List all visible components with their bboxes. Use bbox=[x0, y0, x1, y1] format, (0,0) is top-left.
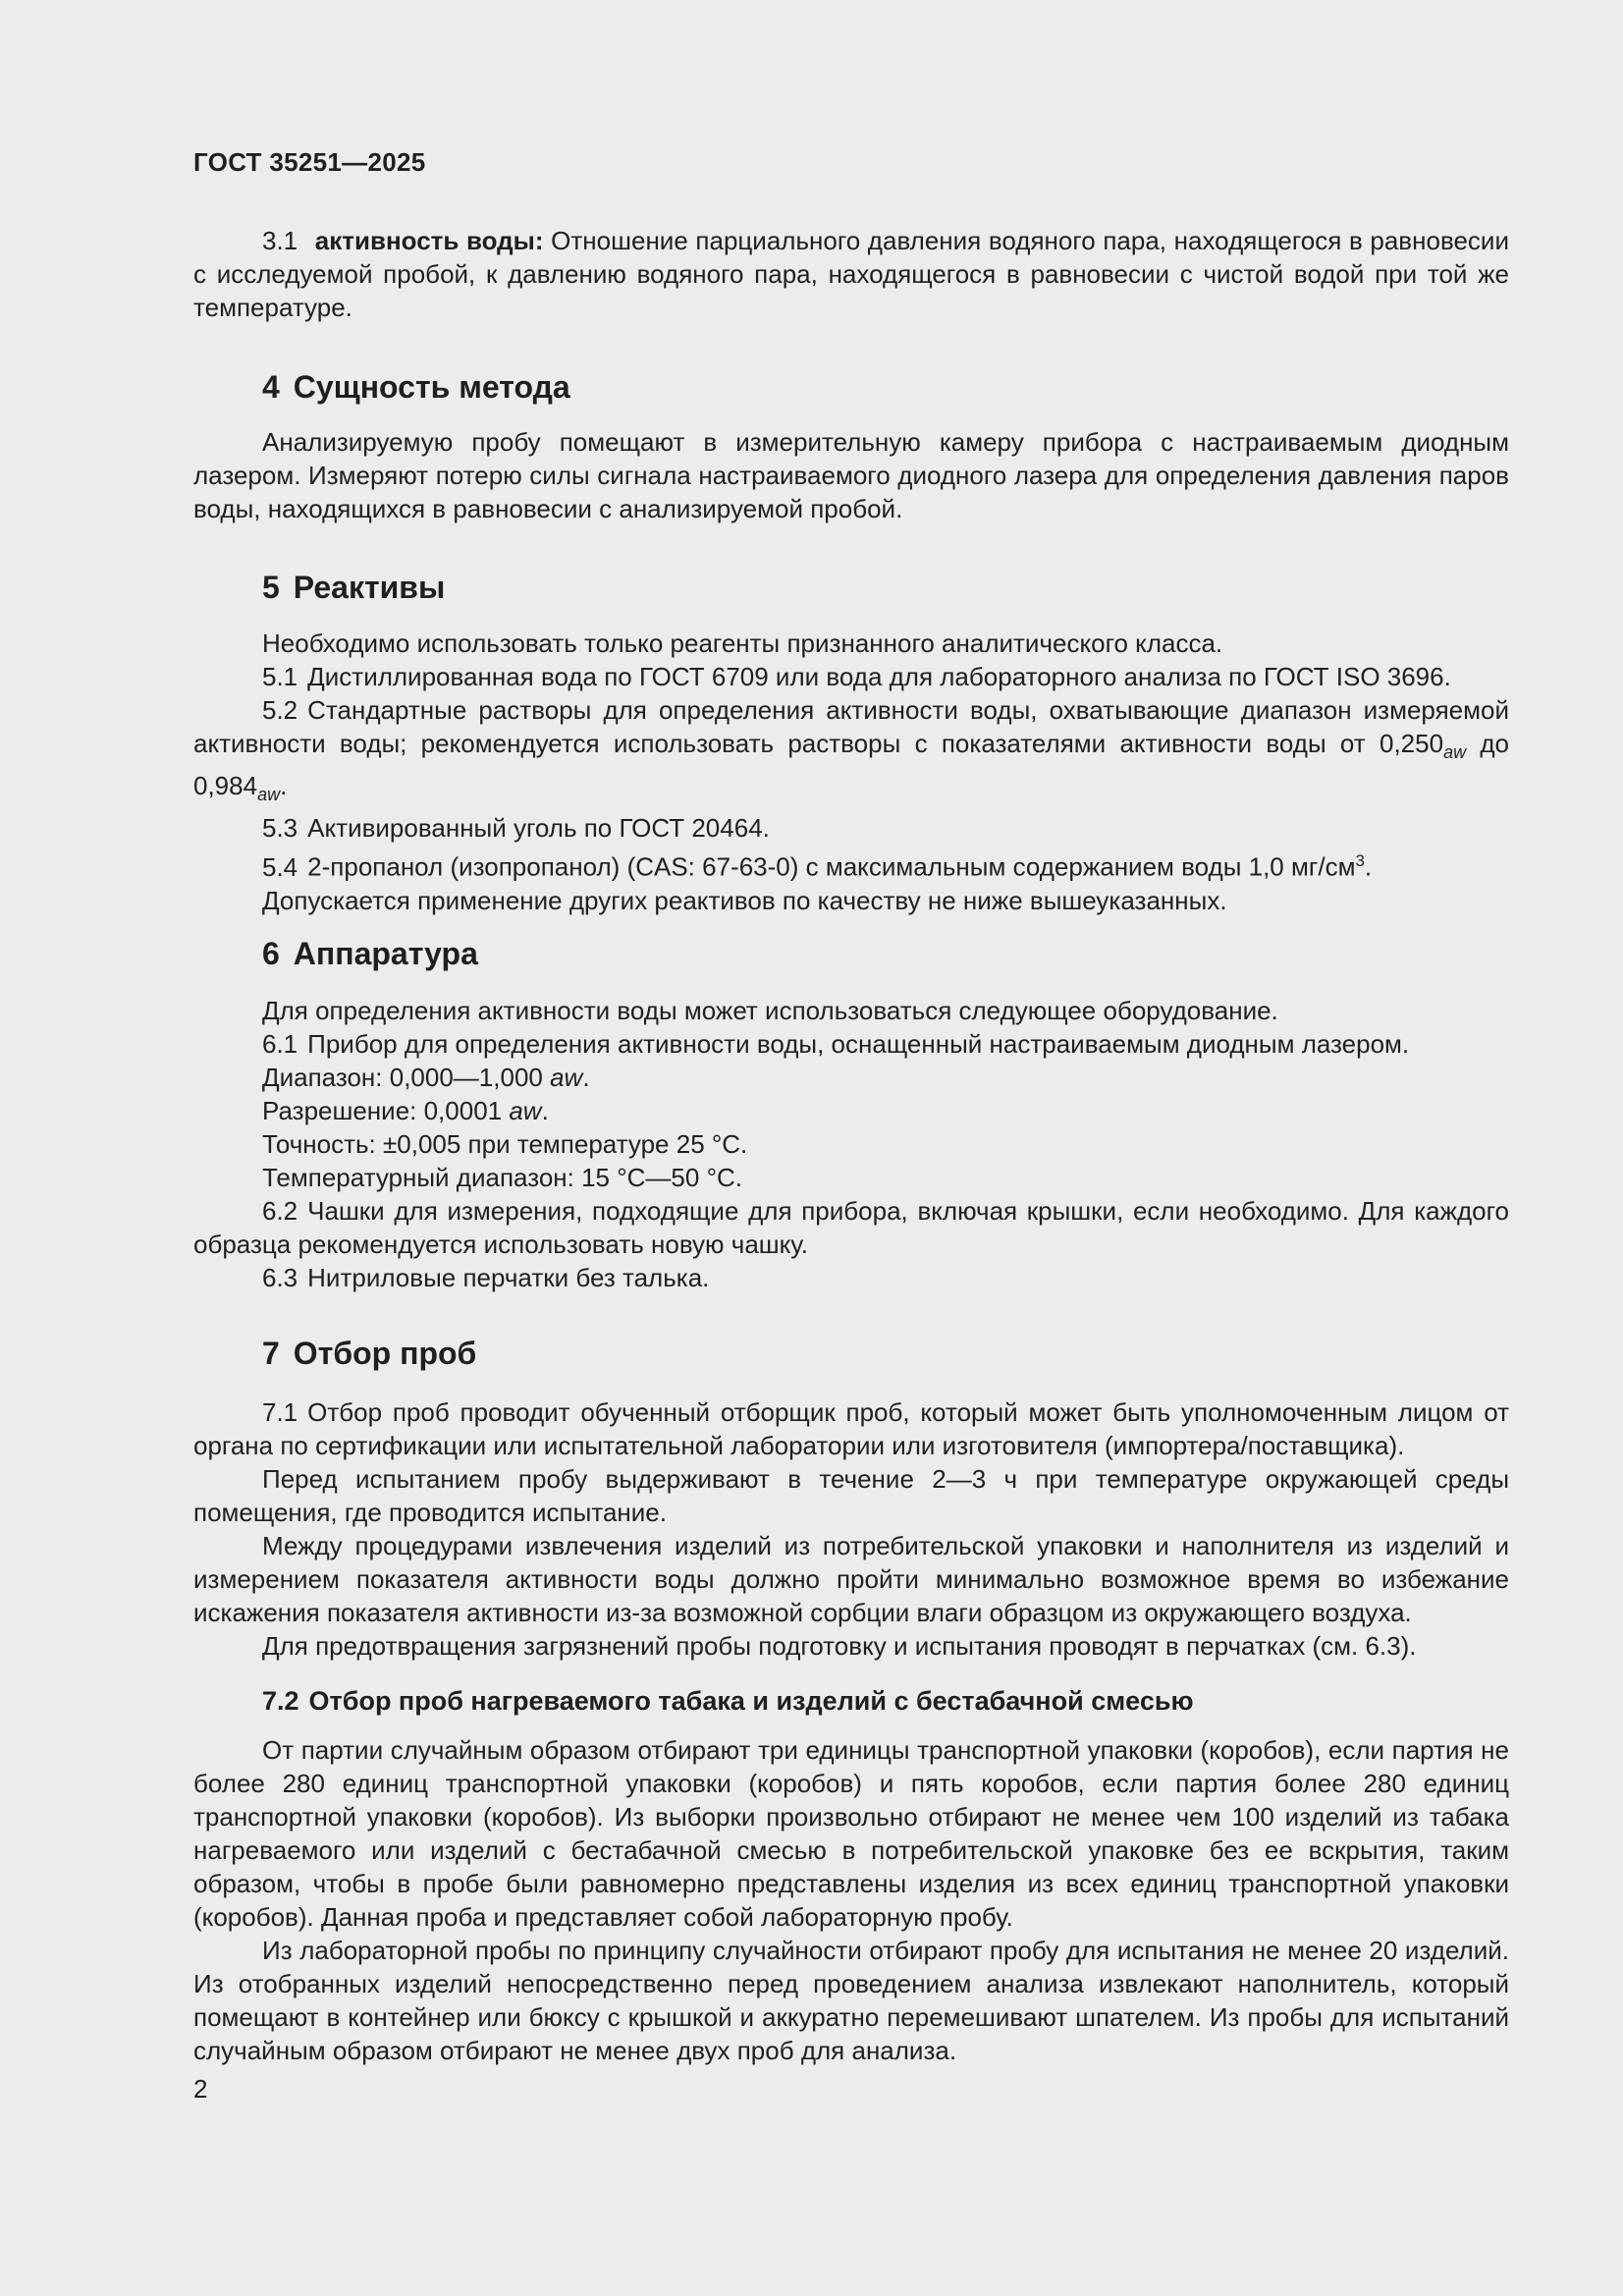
spec-text: Диапазон: 0,000—1,000 bbox=[262, 1063, 551, 1092]
section-title: Сущность метода bbox=[293, 369, 570, 405]
item-6-2 bbox=[193, 1194, 1509, 1261]
item-text: Чашки для измерения, подходящие для прибора, включая крышки, если необходимо. Для каждого образца рекомендуется использовать новую чашку. bbox=[193, 1196, 1509, 1259]
section-4-text bbox=[193, 425, 1509, 525]
item-5-1 bbox=[193, 660, 1509, 693]
item-number: 7.2 bbox=[262, 1686, 299, 1716]
section-5-heading bbox=[193, 568, 1509, 607]
section-title: Аппаратура bbox=[293, 936, 478, 971]
section-number: 4 bbox=[262, 369, 280, 405]
paragraph: Для определения активности воды может использоваться следующее оборудование. bbox=[262, 996, 1278, 1025]
item-number: 5.1 bbox=[262, 662, 298, 691]
unit-subscript: aw bbox=[257, 785, 281, 805]
section-number: 7 bbox=[262, 1336, 280, 1371]
item-text: Прибор для определения активности воды, оснащенный настраиваемым диодным лазером. bbox=[307, 1029, 1410, 1059]
subsection-7-2-content bbox=[193, 1733, 1509, 2067]
paragraph: Допускается применение других реактивов по качеству не ниже вышеуказанных. bbox=[262, 886, 1227, 916]
item-number: 6.2 bbox=[262, 1196, 298, 1226]
spec-text: . bbox=[582, 1063, 590, 1092]
item-6-1 bbox=[193, 1027, 1509, 1061]
item-text: до 0,984 bbox=[193, 729, 1509, 801]
unit-subscript: aw bbox=[1443, 742, 1467, 763]
spec-unit: aw bbox=[509, 1096, 542, 1125]
page-number: 2 bbox=[193, 2074, 208, 2104]
spec-unit: aw bbox=[550, 1063, 583, 1092]
paragraph: Перед испытанием пробу выдерживают в течение 2—3 ч при температуре окружающей среды помещения, где проводится испытание. bbox=[193, 1464, 1509, 1527]
paragraph: Необходимо использовать только реагенты признанного аналитического класса. bbox=[262, 629, 1223, 658]
section-title: Реактивы bbox=[293, 570, 446, 605]
item-number: 5.2 bbox=[262, 695, 298, 725]
term: активность воды: bbox=[314, 226, 544, 255]
item-number: 6.3 bbox=[262, 1263, 298, 1292]
item-5-4 bbox=[193, 845, 1509, 884]
item-text: Дистиллированная вода по ГОСТ 6709 или вода для лабораторного анализа по ГОСТ ISO 3696. bbox=[307, 662, 1451, 691]
spec-range bbox=[193, 1061, 1509, 1094]
section-6-content bbox=[193, 994, 1509, 1294]
section-title: Отбор проб bbox=[293, 1336, 477, 1371]
spec-resolution bbox=[193, 1094, 1509, 1127]
spec-text: Разрешение: 0,0001 bbox=[262, 1096, 510, 1125]
section-6-heading bbox=[193, 934, 1509, 973]
spec-temperature: Температурный диапазон: 15 °С—50 °С. bbox=[262, 1163, 742, 1192]
section-5-content bbox=[193, 627, 1509, 917]
section-4-heading bbox=[193, 367, 1509, 407]
item-number: 3.1 bbox=[262, 226, 298, 255]
item-text: . bbox=[1364, 852, 1373, 883]
section-7-1-content bbox=[193, 1395, 1509, 1663]
paragraph: Для предотвращения загрязнений пробы подготовку и испытания проводят в перчатках (см. 6.3). bbox=[262, 1631, 1417, 1661]
item-text: Активированный уголь по ГОСТ 20464. bbox=[307, 813, 770, 844]
section-number: 5 bbox=[262, 570, 280, 605]
item-5-2 bbox=[193, 693, 1509, 811]
paragraph: Между процедурами извлечения изделий из потребительской упаковки и наполнителя из изделий и измерением показателя активности воды должно пройти минимально возможное время во избежание искажения показателя активности из-за возможной сорбции влаги образцом из окружающего воздуха. bbox=[193, 1531, 1509, 1627]
paragraph: Анализируемую пробу помещают в измерительную камеру прибора с настраиваемым диодным лазером. Измеряют потерю силы сигнала настраиваемого диодного лазера для определения давления паров воды, находящихся в равновесии с анализируемой пробой. bbox=[193, 427, 1509, 523]
item-text: Нитриловые перчатки без талька. bbox=[307, 1263, 710, 1292]
item-number: 5.4 bbox=[262, 852, 298, 883]
document-id-header: ГОСТ 35251—2025 bbox=[193, 147, 426, 177]
item-5-3 bbox=[193, 811, 1509, 845]
section-7-heading bbox=[193, 1334, 1509, 1373]
item-6-3 bbox=[193, 1261, 1509, 1294]
paragraph: От партии случайным образом отбирают три единицы транспортной упаковки (коробов), если партия не более 280 единиц транспортной упаковки (коробов) и пять коробов, если партия более 280 единиц транспортной упаковки (коробов). Из выборки произвольно отбирают не менее чем 100 изделий из табака нагреваемого или изделий с бестабачной смесью в потребительской упаковке без ее вскрытия, таким образом, чтобы в пробе были равномерно представлены изделия из всех единиц транспортной упаковки (коробов). Данная проба и представляет собой лабораторную пробу. bbox=[193, 1735, 1509, 1932]
term-definition: Отношение парциального давления водяного пара, находящегося в равновесии с исследуемой пробой, к давлению водяного пара, находящегося в равновесии с чистой водой при той же температуре. bbox=[193, 226, 1509, 322]
item-number: 6.1 bbox=[262, 1029, 298, 1059]
item-text: Стандартные растворы для определения активности воды, охватывающие диапазон измеряемой активности воды; рекомендуется использовать растворы с показателями активности воды от 0,250 bbox=[193, 695, 1509, 758]
subsection-7-2-heading bbox=[193, 1684, 1509, 1718]
spec-accuracy: Точность: ±0,005 при температуре 25 °С. bbox=[262, 1129, 748, 1159]
section-number: 6 bbox=[262, 936, 280, 971]
paragraph: Из лабораторной пробы по принципу случайности отбирают пробу для испытания не менее 20 изделий. Из отобранных изделий непосредственно перед проведением анализа извлекают наполнитель, который помещают в контейнер или бюксу с крышкой и аккуратно перемешивают шпателем. Из пробы для испытаний случайным образом отбирают не менее двух проб для анализа. bbox=[193, 1936, 1509, 2065]
item-7-1 bbox=[193, 1395, 1509, 1462]
item-number: 5.3 bbox=[262, 813, 298, 844]
spec-text: . bbox=[541, 1096, 549, 1125]
item-text: Отбор проб проводит обученный отборщик проб, который может быть уполномоченным лицом от органа по сертификации или испытательной лаборатории или изготовителя (импортера/поставщика). bbox=[193, 1397, 1509, 1460]
definition-3-1 bbox=[193, 224, 1509, 324]
item-text: 2-пропанол (изопропанол) (CAS: 67-63-0) с максимальным содержанием воды 1,0 мг/см bbox=[307, 852, 1356, 883]
item-number: 7.1 bbox=[262, 1397, 298, 1427]
subsection-title: Отбор проб нагреваемого табака и изделий с бестабачной смесью bbox=[308, 1686, 1194, 1716]
item-text: . bbox=[280, 771, 288, 801]
unit-superscript: 3 bbox=[1355, 851, 1365, 871]
